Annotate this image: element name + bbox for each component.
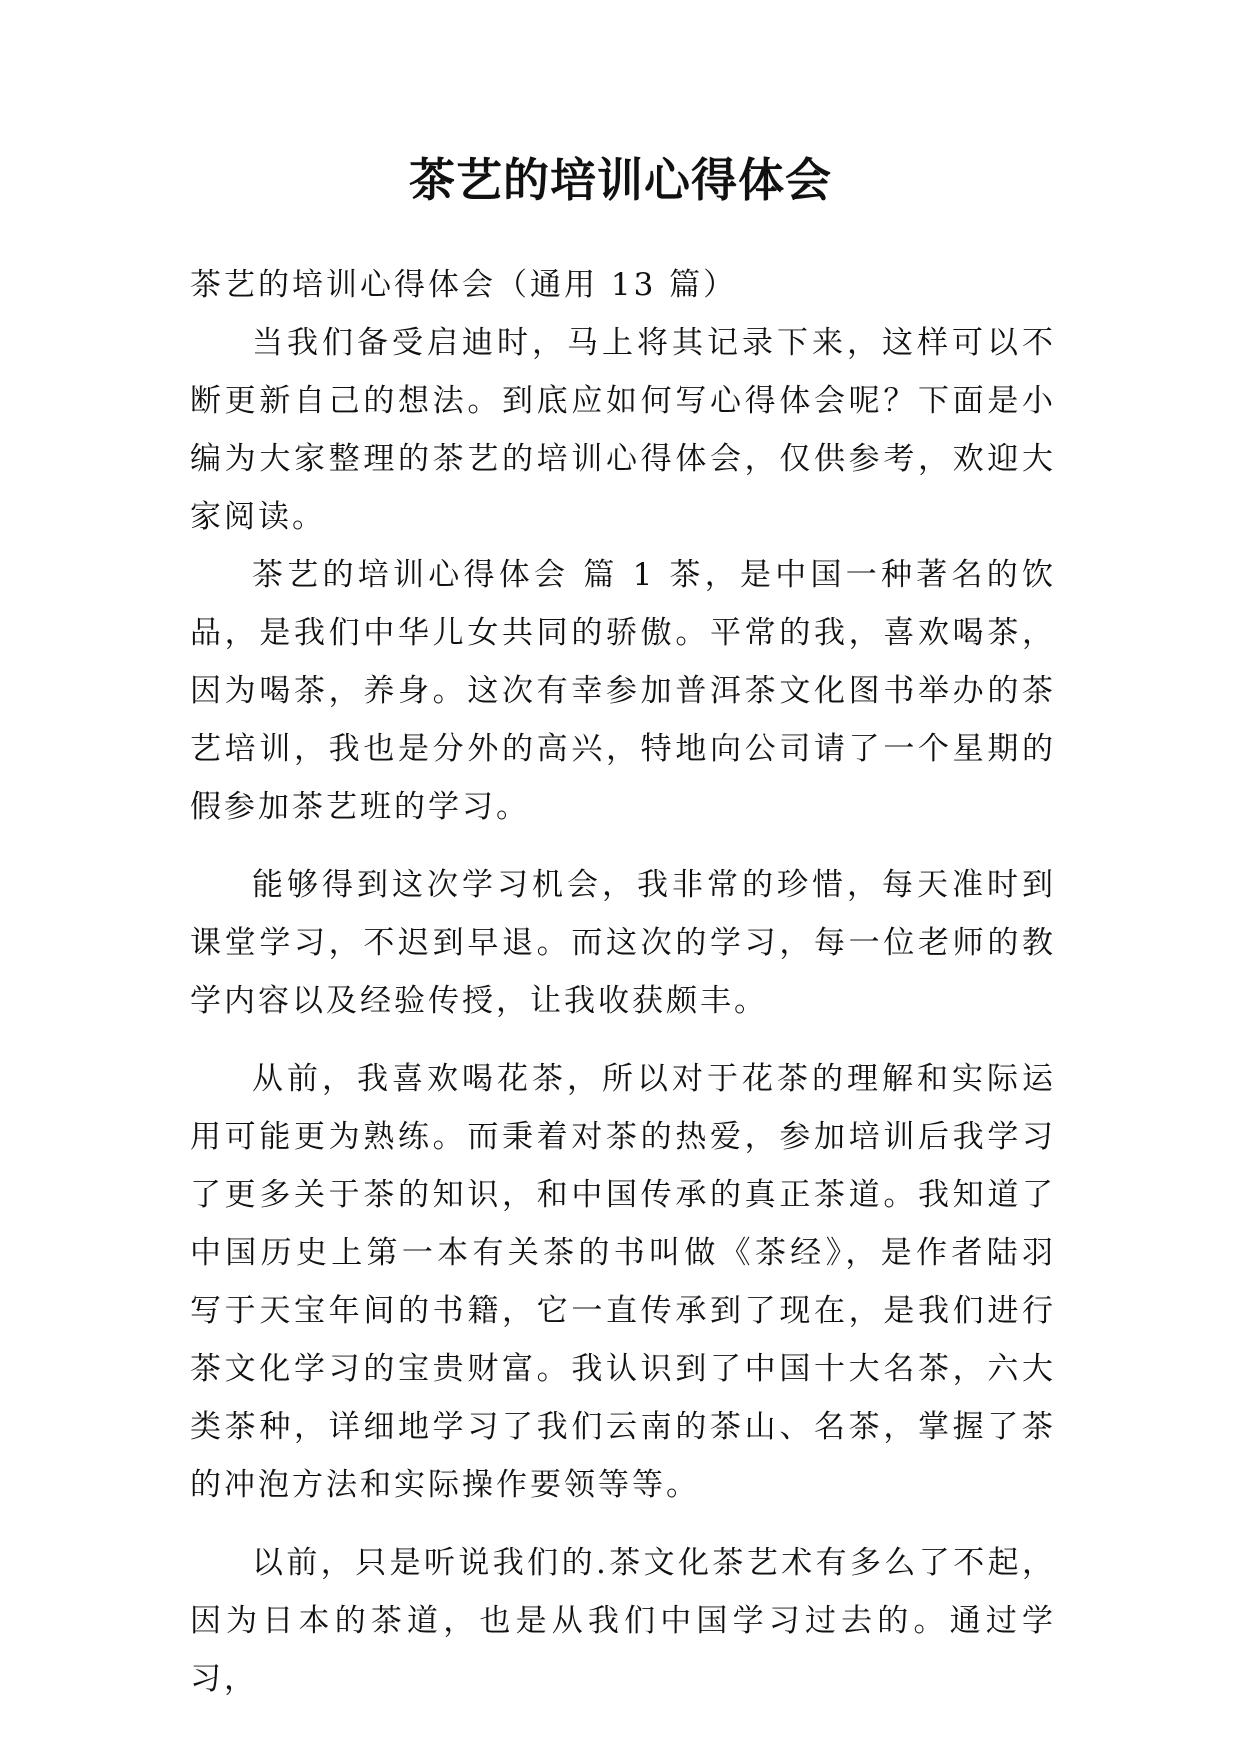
- paragraph-section-1: 茶艺的培训心得体会 篇 1 茶，是中国一种著名的饮品，是我们中华儿女共同的骄傲。平常的我，喜欢喝茶，因为喝茶，养身。这次有幸参加普洱茶文化图书举办的茶艺培训，我也是分外的高兴，特地向公司请了一个星期的假参加茶艺班的学习。: [190, 557, 1056, 825]
- paragraph-study-opportunity: 能够得到这次学习机会，我非常的珍惜，每天准时到课堂学习，不迟到早退。而这次的学习，每一位老师的教学内容以及经验传授，让我收获颇丰。: [190, 867, 1056, 1019]
- paragraph-intro: 当我们备受启迪时，马上将其记录下来，这样可以不断更新自己的想法。到底应如何写心得体会呢？下面是小编为大家整理的茶艺的培训心得体会，仅供参考，欢迎大家阅读。: [190, 325, 1056, 535]
- paragraph-flower-tea: 从前，我喜欢喝花茶，所以对于花茶的理解和实际运用可能更为熟练。而秉着对茶的热爱，参加培训后我学习了更多关于茶的知识，和中国传承的真正茶道。我知道了中国历史上第一本有关茶的书叫做《茶经》，是作者陆羽写于天宝年间的书籍，它一直传承到了现在，是我们进行茶文化学习的宝贵财富。我认识到了中国十大名茶，六大类茶种，详细地学习了我们云南的茶山、名茶，掌握了茶的冲泡方法和实际操作要领等等。: [190, 1061, 1056, 1503]
- paragraph-tea-culture: 以前，只是听说我们的.茶文化茶艺术有多么了不起，因为日本的茶道，也是从我们中国学习过去的。通过学习，: [190, 1545, 1056, 1697]
- document-subtitle: 茶艺的培训心得体会（通用 13 篇）: [190, 267, 738, 303]
- document-title: 茶艺的培训心得体会: [409, 153, 832, 207]
- document-body: [190, 256, 1056, 1708]
